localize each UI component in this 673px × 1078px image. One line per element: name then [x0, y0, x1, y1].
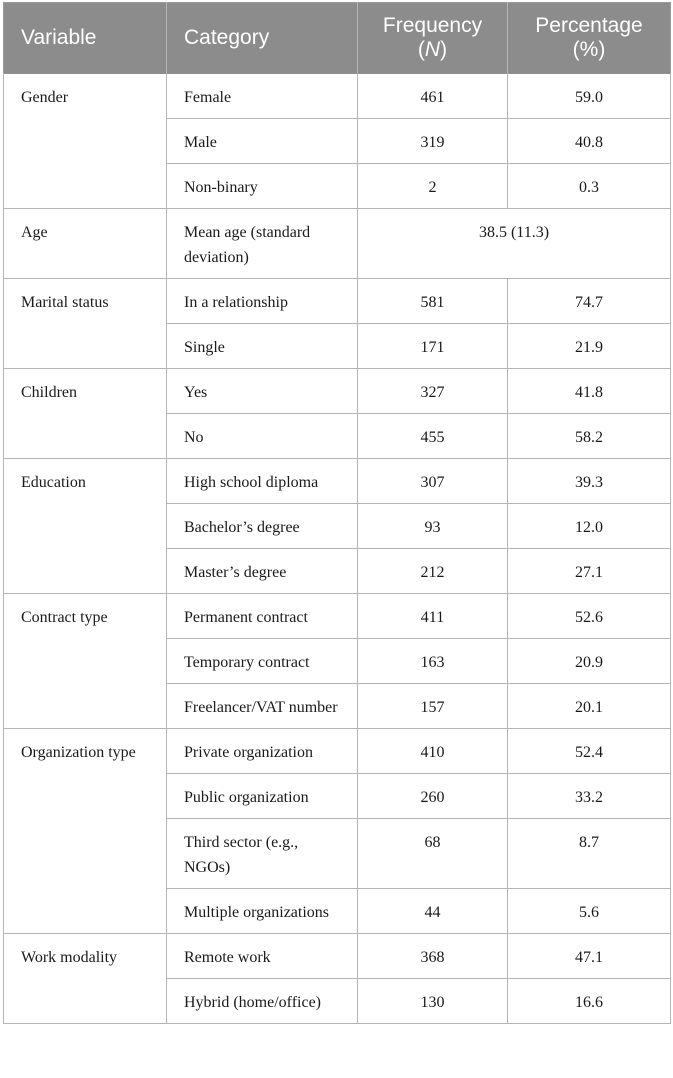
- percentage-cell: 16.6: [508, 979, 671, 1024]
- frequency-cell: 157: [358, 684, 508, 729]
- category-cell: No: [167, 414, 358, 459]
- table-row: [4, 594, 671, 639]
- category-cell: Temporary contract: [167, 639, 358, 684]
- variable-cell: Marital status: [4, 279, 167, 369]
- category-cell: Hybrid (home/office): [167, 979, 358, 1024]
- frequency-cell: 130: [358, 979, 508, 1024]
- percentage-cell: 47.1: [508, 934, 671, 979]
- category-cell: Male: [167, 119, 358, 164]
- variable-cell: Contract type: [4, 594, 167, 729]
- category-cell: Public organization: [167, 774, 358, 819]
- frequency-cell: 44: [358, 889, 508, 934]
- header-variable: Variable: [4, 3, 167, 74]
- category-cell: Freelancer/VAT number: [167, 684, 358, 729]
- percentage-cell: 59.0: [508, 74, 671, 119]
- frequency-cell: 93: [358, 504, 508, 549]
- category-cell: Bachelor’s degree: [167, 504, 358, 549]
- category-cell: Single: [167, 324, 358, 369]
- percentage-cell: 0.3: [508, 164, 671, 209]
- table-row: [4, 279, 671, 324]
- variable-cell: Work modality: [4, 934, 167, 1024]
- table-body: [4, 74, 671, 1024]
- table-row: [4, 209, 671, 279]
- category-cell: Mean age (standard deviation): [167, 209, 358, 279]
- percentage-cell: 5.6: [508, 889, 671, 934]
- percentage-cell: 27.1: [508, 549, 671, 594]
- header-percentage-unit: (%): [572, 38, 606, 61]
- percentage-cell: 40.8: [508, 119, 671, 164]
- variable-cell: Education: [4, 459, 167, 594]
- category-cell: Non-binary: [167, 164, 358, 209]
- header-frequency: Frequency (N): [358, 3, 508, 74]
- frequency-cell: 461: [358, 74, 508, 119]
- category-cell: Remote work: [167, 934, 358, 979]
- header-frequency-n: N: [424, 38, 441, 61]
- category-cell: In a relationship: [167, 279, 358, 324]
- frequency-cell: 319: [358, 119, 508, 164]
- percentage-cell: 20.1: [508, 684, 671, 729]
- percentage-cell: 21.9: [508, 324, 671, 369]
- frequency-cell: 327: [358, 369, 508, 414]
- category-cell: Female: [167, 74, 358, 119]
- variable-cell: Organization type: [4, 729, 167, 934]
- table-row: [4, 459, 671, 504]
- category-cell: Permanent contract: [167, 594, 358, 639]
- category-cell: Third sector (e.g., NGOs): [167, 819, 358, 889]
- percentage-cell: 39.3: [508, 459, 671, 504]
- frequency-cell: 163: [358, 639, 508, 684]
- frequency-cell: 307: [358, 459, 508, 504]
- percentage-cell: 74.7: [508, 279, 671, 324]
- frequency-cell: 368: [358, 934, 508, 979]
- header-percentage-label: Percentage: [535, 14, 643, 37]
- category-cell: Yes: [167, 369, 358, 414]
- category-cell: High school diploma: [167, 459, 358, 504]
- category-cell: Private organization: [167, 729, 358, 774]
- header-row: [4, 3, 671, 74]
- header-percentage: [508, 3, 671, 74]
- header-category: Category: [167, 3, 358, 74]
- table-row: [4, 74, 671, 119]
- frequency-cell: 411: [358, 594, 508, 639]
- frequency-cell: 455: [358, 414, 508, 459]
- demographics-table: [3, 2, 671, 1024]
- frequency-cell: 171: [358, 324, 508, 369]
- percentage-cell: 12.0: [508, 504, 671, 549]
- category-cell: Multiple organizations: [167, 889, 358, 934]
- frequency-cell: 581: [358, 279, 508, 324]
- percentage-cell: 58.2: [508, 414, 671, 459]
- header-frequency-label: Frequency: [382, 14, 483, 37]
- frequency-cell: 260: [358, 774, 508, 819]
- table-row: [4, 729, 671, 774]
- table-row: [4, 369, 671, 414]
- percentage-cell: 41.8: [508, 369, 671, 414]
- frequency-cell: 68: [358, 819, 508, 889]
- variable-cell: Children: [4, 369, 167, 459]
- variable-cell: Age: [4, 209, 167, 279]
- percentage-cell: 52.4: [508, 729, 671, 774]
- percentage-cell: 52.6: [508, 594, 671, 639]
- percentage-cell: 8.7: [508, 819, 671, 889]
- variable-cell: Gender: [4, 74, 167, 209]
- combined-value-cell: 38.5 (11.3): [358, 209, 671, 279]
- percentage-cell: 33.2: [508, 774, 671, 819]
- percentage-cell: 20.9: [508, 639, 671, 684]
- table-row: [4, 934, 671, 979]
- frequency-cell: 410: [358, 729, 508, 774]
- frequency-cell: 2: [358, 164, 508, 209]
- category-cell: Master’s degree: [167, 549, 358, 594]
- frequency-cell: 212: [358, 549, 508, 594]
